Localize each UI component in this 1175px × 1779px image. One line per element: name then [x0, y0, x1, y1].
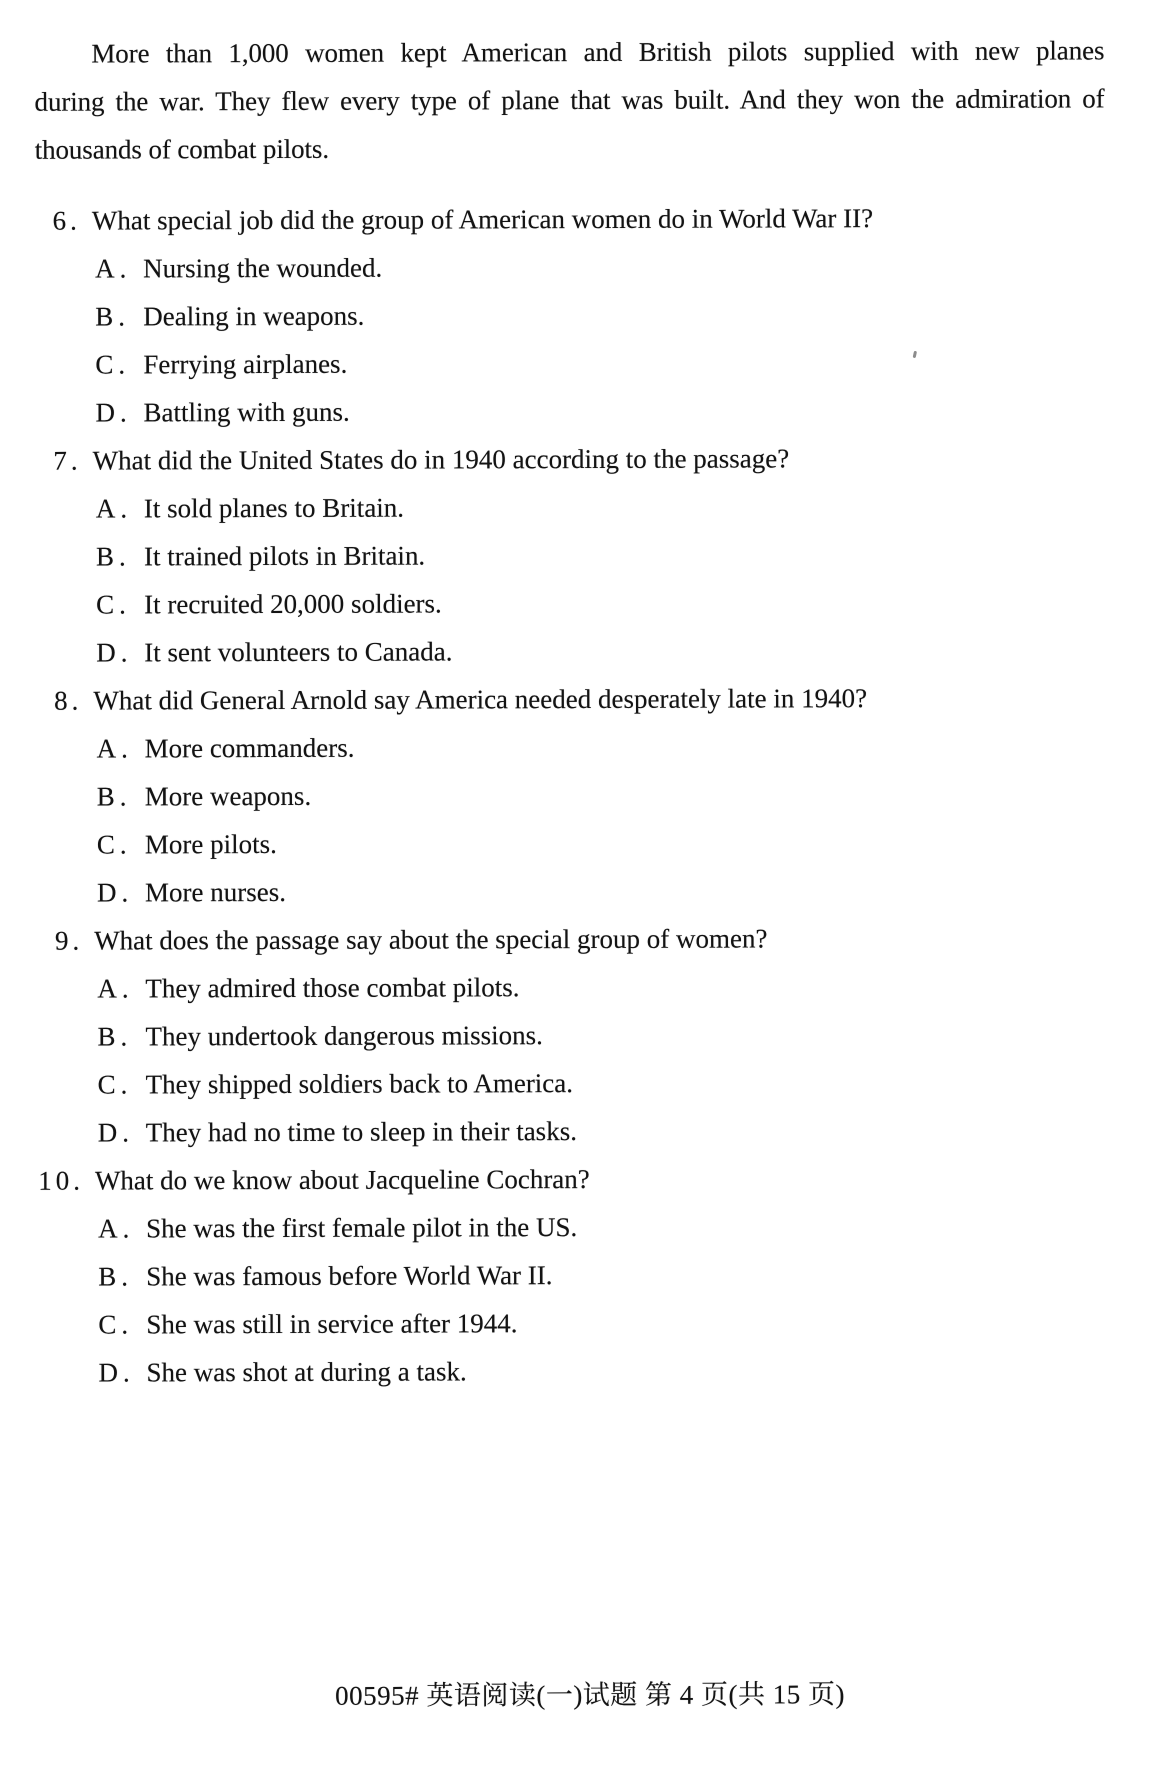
option-text: More nurses.	[144, 876, 287, 908]
option-text: She was still in service after 1944.	[146, 1308, 518, 1340]
option-row	[1, 1057, 1175, 1109]
option-row	[1, 1105, 1175, 1157]
option-text: They admired those combat pilots.	[145, 972, 520, 1004]
option-text: Ferrying airplanes.	[143, 348, 348, 380]
question-stem	[0, 913, 1175, 965]
question-stem	[0, 433, 1174, 485]
option-row	[0, 289, 1173, 341]
question-list	[0, 193, 1175, 1397]
option-letter: D.	[96, 637, 133, 668]
option-text: She was the first female pilot in the US.	[146, 1212, 578, 1244]
option-text: It sent volunteers to Canada.	[144, 636, 453, 668]
option-letter: A.	[96, 733, 133, 764]
option-text: They undertook dangerous missions.	[145, 1020, 543, 1052]
question-item-10	[1, 1153, 1175, 1397]
question-item-8	[0, 673, 1175, 917]
question-number: 10.	[38, 1165, 84, 1196]
option-letter: B.	[95, 301, 131, 332]
option-row	[0, 625, 1174, 677]
option-text: They shipped soldiers back to America.	[145, 1068, 574, 1100]
option-text: Dealing in weapons.	[143, 300, 365, 332]
option-letter: C.	[98, 1309, 134, 1340]
option-text: They had no time to sleep in their tasks.	[145, 1116, 577, 1148]
question-text: What did General Arnold say America needed desperately late in 1940?	[93, 683, 868, 716]
option-row	[0, 577, 1174, 629]
option-row	[0, 817, 1175, 869]
option-letter: A.	[98, 1213, 135, 1244]
question-item-7	[0, 433, 1174, 677]
passage-line: during the war. They flew every type of plane that was built. And they won the admiration of	[34, 83, 1105, 117]
option-letter: B.	[97, 1021, 133, 1052]
question-text: What did the United States do in 1940 according to the passage?	[92, 443, 790, 476]
option-text: More pilots.	[144, 828, 277, 860]
option-letter: B.	[98, 1261, 134, 1292]
option-row	[0, 241, 1173, 293]
option-row	[0, 1009, 1175, 1061]
option-row	[0, 769, 1175, 821]
option-row	[0, 529, 1174, 581]
question-number: 8.	[54, 685, 83, 716]
option-row	[0, 961, 1175, 1013]
option-row	[0, 481, 1174, 533]
option-text: More weapons.	[144, 780, 312, 812]
question-stem	[0, 673, 1174, 725]
option-letter: B.	[96, 781, 132, 812]
option-row	[0, 865, 1175, 917]
option-letter: D.	[98, 1357, 135, 1388]
option-letter: D.	[96, 877, 134, 908]
question-item-9	[0, 913, 1175, 1157]
question-text: What special job did the group of American women do in World War II?	[91, 203, 874, 236]
question-item-6	[0, 193, 1174, 437]
option-letter: C.	[95, 349, 131, 380]
option-text: She was shot at during a task.	[146, 1356, 467, 1388]
option-row	[1, 1345, 1175, 1397]
option-text: It trained pilots in Britain.	[143, 540, 426, 572]
option-row	[0, 337, 1173, 389]
option-letter: C.	[97, 1069, 133, 1100]
passage-line: More than 1,000 women kept American and British pilots supplied with new planes	[91, 35, 1105, 69]
question-number: 6.	[52, 205, 81, 236]
question-number: 7.	[53, 445, 82, 476]
option-text: Nursing the wounded.	[143, 252, 383, 284]
option-letter: A.	[97, 973, 134, 1004]
option-text: She was famous before World War II.	[146, 1260, 553, 1292]
passage	[34, 26, 1104, 173]
option-letter: B.	[95, 541, 131, 572]
option-row	[1, 1297, 1175, 1349]
option-text: It recruited 20,000 soldiers.	[144, 588, 442, 620]
question-text: What does the passage say about the special group of women?	[94, 923, 768, 956]
option-letter: A.	[95, 493, 133, 524]
option-row	[0, 385, 1174, 437]
option-row	[0, 721, 1175, 773]
question-stem	[1, 1153, 1175, 1205]
option-row	[1, 1201, 1175, 1253]
option-letter: A.	[95, 253, 132, 284]
option-letter: C.	[96, 589, 131, 620]
option-text: More commanders.	[144, 732, 355, 764]
passage-line: thousands of combat pilots.	[34, 133, 330, 165]
question-number: 9.	[54, 925, 84, 956]
option-row	[1, 1249, 1175, 1301]
option-letter: C.	[96, 829, 132, 860]
question-stem	[0, 193, 1173, 245]
question-text: What do we know about Jacqueline Cochran?	[94, 1163, 590, 1196]
option-letter: D.	[97, 1117, 135, 1148]
option-letter: D.	[95, 397, 132, 428]
option-text: Battling with guns.	[143, 396, 350, 428]
option-text: It sold planes to Britain.	[143, 492, 405, 524]
page-footer: 00595# 英语阅读(一)试题 第 4 页(共 15 页)	[335, 1679, 846, 1711]
